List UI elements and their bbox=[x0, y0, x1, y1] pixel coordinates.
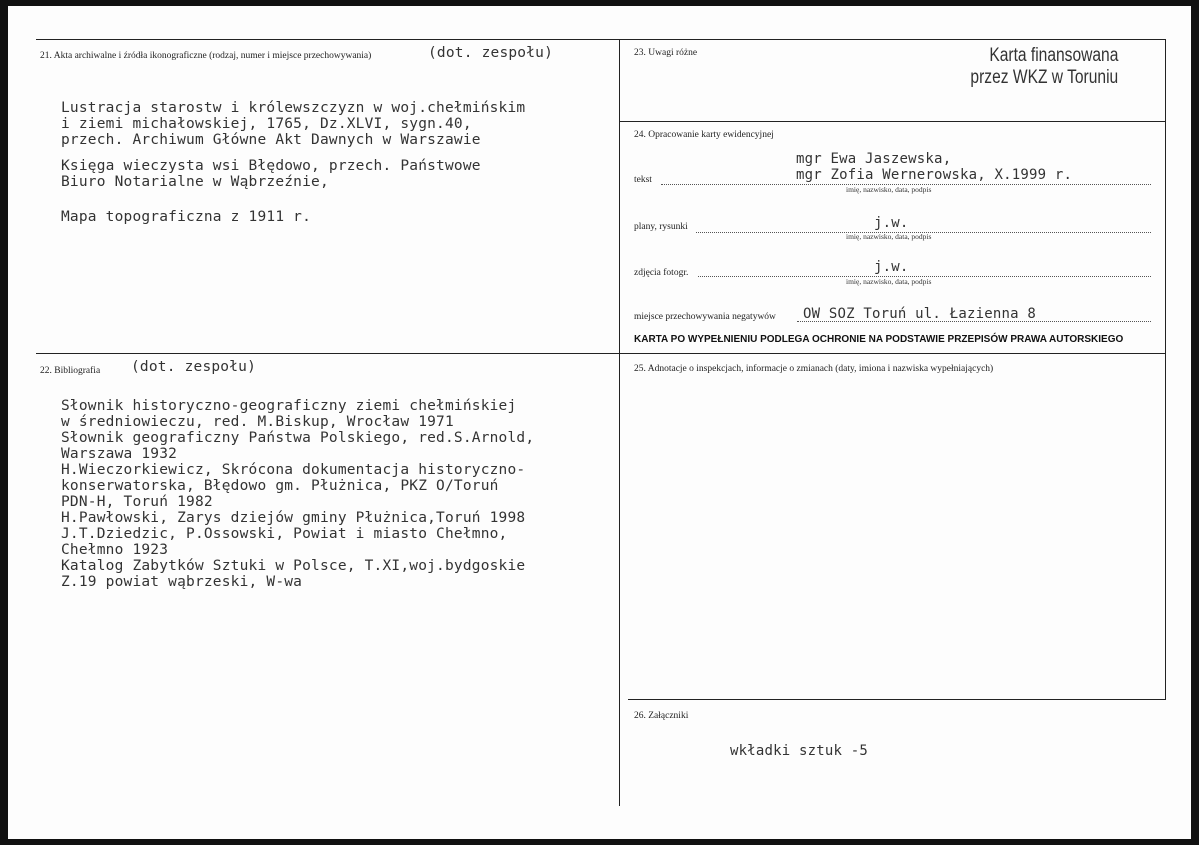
section-21-line: Lustracja starostw i królewszczyzn w woj.chełmińskim bbox=[61, 100, 526, 116]
section-21-line: przech. Archiwum Główne Akt Dawnych w Warszawie bbox=[61, 132, 481, 148]
center-divider bbox=[619, 39, 620, 806]
right-rule-24 bbox=[619, 353, 1166, 354]
section-25-label: 25. Adnotacje o inspekcjach, informacje o zmianach (daty, imiona i nazwiska wypełniających) bbox=[634, 364, 994, 374]
zdjecia-value: j.w. bbox=[874, 259, 909, 275]
section-22-line: konserwatorska, Błędowo gm. Płużnica, PKZ O/Toruń bbox=[61, 478, 499, 494]
author-name-2: mgr Zofia Wernerowska, X.1999 r. bbox=[796, 167, 1073, 183]
section-22-line: Warszawa 1932 bbox=[61, 446, 178, 462]
financing-stamp-line2: przez WKZ w Toruniu bbox=[970, 67, 1118, 88]
negatywy-value: OW SOZ Toruń ul. Łazienna 8 bbox=[803, 306, 1036, 322]
author-name-1: mgr Ewa Jaszewska, bbox=[796, 151, 952, 167]
section-22-line: w średniowieczu, red. M.Biskup, Wrocław 1971 bbox=[61, 414, 454, 430]
zdjecia-caption: imię, nazwisko, data, podpis bbox=[846, 277, 932, 286]
section-23-label: 23. Uwagi różne bbox=[634, 48, 698, 58]
plany-value: j.w. bbox=[874, 215, 909, 231]
section-22-line: H.Wieczorkiewicz, Skrócona dokumentacja historyczno- bbox=[61, 462, 526, 478]
right-rule-23 bbox=[619, 121, 1166, 122]
top-border bbox=[36, 39, 1166, 40]
right-rule-25 bbox=[628, 699, 1166, 700]
section-21-line: Księga wieczysta wsi Błędowo, przech. Państwowe bbox=[61, 158, 481, 174]
section-26-label: 26. Załączniki bbox=[634, 711, 689, 721]
financing-stamp-line1: Karta finansowana bbox=[988, 45, 1118, 66]
tekst-label: tekst bbox=[634, 175, 652, 185]
section-22-line: Chełmno 1923 bbox=[61, 542, 169, 558]
right-border bbox=[1165, 39, 1166, 700]
left-middle-rule bbox=[36, 353, 620, 354]
section-22-line: PDN-H, Toruń 1982 bbox=[61, 494, 213, 510]
section-22-line: Katalog Zabytków Sztuki w Polsce, T.XI,woj.bydgoskie bbox=[61, 558, 526, 574]
section-21-line: Biuro Notarialne w Wąbrzeźnie, bbox=[61, 174, 329, 190]
section-21-scope: (dot. zespołu) bbox=[428, 45, 554, 61]
section-22-line: Słownik geograficzny Państwa Polskiego, red.S.Arnold, bbox=[61, 430, 535, 446]
zdjecia-label: zdjęcia fotogr. bbox=[634, 268, 689, 278]
attachments-value: wkładki sztuk -5 bbox=[730, 743, 869, 759]
section-24-label: 24. Opracowanie karty ewidencyjnej bbox=[634, 130, 774, 140]
record-card bbox=[8, 6, 1191, 839]
copyright-notice: KARTA PO WYPEŁNIENIU PODLEGA OCHRONIE NA PODSTAWIE PRZEPISÓW PRAWA AUTORSKIEGO bbox=[634, 334, 1124, 345]
section-21-line: Mapa topograficzna z 1911 r. bbox=[61, 209, 312, 225]
section-22-line: Z.19 powiat wąbrzeski, W-wa bbox=[61, 574, 303, 590]
section-22-scope: (dot. zespołu) bbox=[131, 359, 257, 375]
section-22-line: Słownik historyczno-geograficzny ziemi chełmińskiej bbox=[61, 398, 517, 414]
section-21-line: i ziemi michałowskiej, 1765, Dz.XLVI, sygn.40, bbox=[61, 116, 472, 132]
plany-label: plany, rysunki bbox=[634, 222, 688, 232]
tekst-caption: imię, nazwisko, data, podpis bbox=[846, 185, 932, 194]
plany-caption: imię, nazwisko, data, podpis bbox=[846, 232, 932, 241]
section-22-line: H.Pawłowski, Zarys dziejów gminy Płużnica,Toruń 1998 bbox=[61, 510, 526, 526]
section-22-line: J.T.Dziedzic, P.Ossowski, Powiat i miasto Chełmno, bbox=[61, 526, 508, 542]
section-21-label: 21. Akta archiwalne i źródła ikonograficzne (rodzaj, numer i miejsce przechowywania) bbox=[40, 51, 372, 61]
negatywy-label: miejsce przechowywania negatywów bbox=[634, 312, 776, 322]
section-22-label: 22. Bibliografia bbox=[40, 366, 101, 376]
